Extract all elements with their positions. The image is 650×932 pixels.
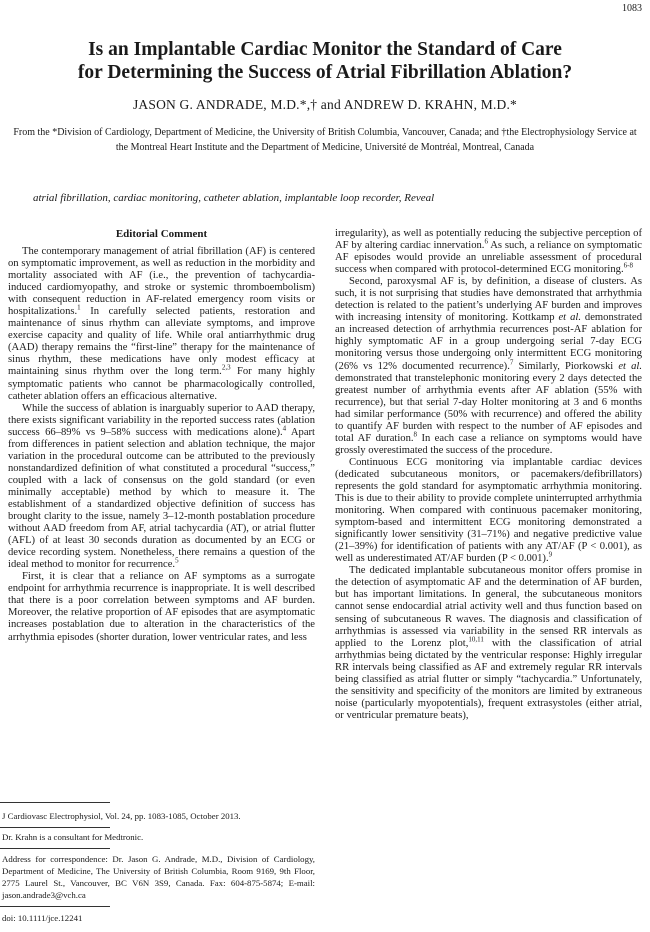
page-number: 1083 — [622, 3, 642, 14]
title-line-2: for Determining the Success of Atrial Fibrillation Ablation? — [77, 62, 573, 83]
author-list: JASON G. ANDRADE, M.D.*,† and ANDREW D. KRAHN, M.D.* — [132, 97, 518, 112]
affiliation: From the *Division of Cardiology, Department of Medicine, the University of British Columbia, Vancouver, Canada; and †the Electrophysiology Service at the Montreal Heart Institute and the Department of Medicine, Université de Montréal, Montreal, Canada — [13, 127, 637, 153]
paragraph: The dedicated implantable subcutaneous monitor offers promise in the detection of asymptomatic AF and the determination of AF burden, but has important limitations. In general, the subcutaneous monitors cannot sense endocardial atrial activity well and thus function based on sensing of subcutaneous R waves. The diagnosis and classification of arrhythmias is assessed via variability in the sensed RR intervals as applied to the Lorenz plot,$^{10,11}$ with the classification of atrial arrhythmias being dictated by the ventricular response: Highly irregular RR intervals being classified as AF and extremely regular RR intervals being classified as atrial flutter or simply “tachycardia.” Unfortunately, the sensitivity and specificity of the monitors are limited by extraneous noise (particularly myopotentials), frequent extrasystoles (either atrial, or ventricular premature beats), — [335, 565, 642, 721]
citation: 6-8 — [623, 261, 633, 270]
keywords: atrial fibrillation, cardiac monitoring, catheter ablation, implantable loop recorder, Reveal — [33, 192, 435, 204]
footnote-divider — [0, 848, 110, 849]
section-heading: Editorial Comment — [115, 228, 208, 240]
paragraph: The contemporary management of atrial fibrillation (AF) is centered on symptomatic improvement, as well as reduction in the morbidity and mortality associated with AF (i.e., the prevention of tachycardia-induced cardiomyopathy, and stroke or systemic thromboembolism) with consequent reduction in AF-related emergency room visits or hospitalizations.$^1$ In carefully selected patients, restoration and maintenance of sinus rhythm can alleviate symptoms, and improve exercise capacity and quality of life. While oral antiarrhythmic drug (AAD) therapy remains the “first-line” therapy for the maintenance of sinus rhythm, these medications have only modest efficacy at maintaining sinus rhythm over the long term.$^{2,3}$ For many highly symptomatic patients who cannot be pharmacologically controlled, catheter ablation offers an efficacious alternative. — [8, 246, 315, 402]
right-column — [335, 228, 642, 722]
citation: 9 — [548, 550, 553, 559]
correspondence-address: Address for correspondence: Dr. Jason G. Andrade, M.D., Division of Cardiology, Department of Medicine, The University of British Columbia, Room 9169, 9th Floor, 2775 Laurel St., Vancouver, BC V6N 3S9, Canada. Fax: 604-875-5874; E-mail: jason.andrade3@vch.ca — [2, 854, 315, 900]
paragraph: irregularity), as well as potentially reducing the subjective perception of AF by altering cardiac innervation.$^6$ As such, a reliance on symptomatic AF episodes would provide an unreliable assessment of procedural success when compared with protocol-determined ECG monitoring.$^{6-8}$ — [335, 228, 642, 276]
doi: doi: 10.1111/jce.12241 — [2, 913, 83, 923]
citation: 8 — [413, 430, 418, 439]
footnote-divider — [0, 802, 110, 803]
disclosure: Dr. Krahn is a consultant for Medtronic. — [2, 832, 144, 842]
citation: 6 — [484, 237, 488, 246]
journal-citation: J Cardiovasc Electrophysiol, Vol. 24, pp. 1083-1085, October 2013. — [2, 811, 241, 821]
citation: 2,3 — [221, 363, 231, 372]
citation: 5 — [175, 556, 179, 565]
citation: 1 — [77, 303, 81, 312]
left-column — [8, 228, 315, 644]
title-line-1: Is an Implantable Cardiac Monitor the Standard of Care — [88, 39, 562, 60]
paragraph: First, it is clear that a reliance on AF symptoms as a surrogate endpoint for arrhythmia recurrence is inappropriate. It is well described that there is a poor correlation between symptoms and AF burden. Moreover, the relative proportion of AF episodes that are asymptomatic increases postablation due to alteration in the characteristics of the arrhythmia episodes (shorter duration, lower ventricular rates, and less — [8, 571, 315, 643]
footnotes — [0, 802, 315, 924]
paragraph: Continuous ECG monitoring via implantable cardiac devices (dedicated subcutaneous monitors, or pacemakers/defibrillators) represents the gold standard for asymptomatic arrhythmia monitoring. This is due to their ability to provide complete uninterrupted arrhythmia monitoring. When compared with continuous pacemaker monitoring, symptom-based and intermittent ECG monitoring demonstrated a significantly lower sensitivity (31–71%) and negative predictive value (21–39%) for identification of patients with any AT/AF (P < 0.001), as well as underestimated AT/AF burden (P < 0.001).$^9$ — [335, 456, 642, 565]
citation: 4 — [282, 424, 287, 433]
footnote-divider — [0, 827, 110, 828]
footnote-divider — [0, 906, 110, 907]
citation: 10,11 — [468, 635, 484, 644]
paragraph: Second, paroxysmal AF is, by definition, a disease of clusters. As such, it is not surprising that studies have demonstrated that arrhythmia detection is related to the patient’s underlying AF burden and improves with increasing intensity of monitoring. Kottkamp et al. demonstrated an increased detection of arrhythmia recurrences post-AF ablation for highly symptomatic AF in a group undergoing serial 7-day ECG monitoring versus those undergoing only intermittent ECG monitoring (26% vs 12% documented recurrence).$^7$ Similarly, Piorkowski et al. demonstrated that transtelephonic monitoring every 2 days detected the greatest number of arrhythmia events after AF ablation (55% with recurrence), but that serial 7-day Holter monitoring at 3 and 6 months had similar performance (50% with recurrence) and offered the ability to quantify AF burden with respect to the number of AF episodes and total AF duration.$^8$ In each case a reliance on symptoms would have grossly overestimated the success of the procedure. — [335, 276, 643, 456]
citation: 7 — [509, 357, 514, 366]
article-title — [20, 38, 630, 84]
paragraph: While the success of ablation is inarguably superior to AAD therapy, there exists significant variability in the reported success rates (ablation success 66–89% vs 9–58% success with medications alone).$^4$ Apart from differences in patient selection and ablation technique, the major variation in the procedural outcome can be attributed to the previously nonstandardized definition of what constituted a procedural “success,” coupled with a lack of consensus on the gold standard (or even minimally acceptable) method by which to measure it. The establishment of a standardized objective definition of success has brought clarity to the issue, namely 3–12-month postablation procedure without AAD freedom from AF, atrial tachycardia (AT), or atrial flutter (AFL) of at least 30 seconds duration as documented by an ECG or device recording system. Nonetheless, there remains a question of the ideal method to monitor for recurrence.$^5$ — [8, 402, 315, 571]
